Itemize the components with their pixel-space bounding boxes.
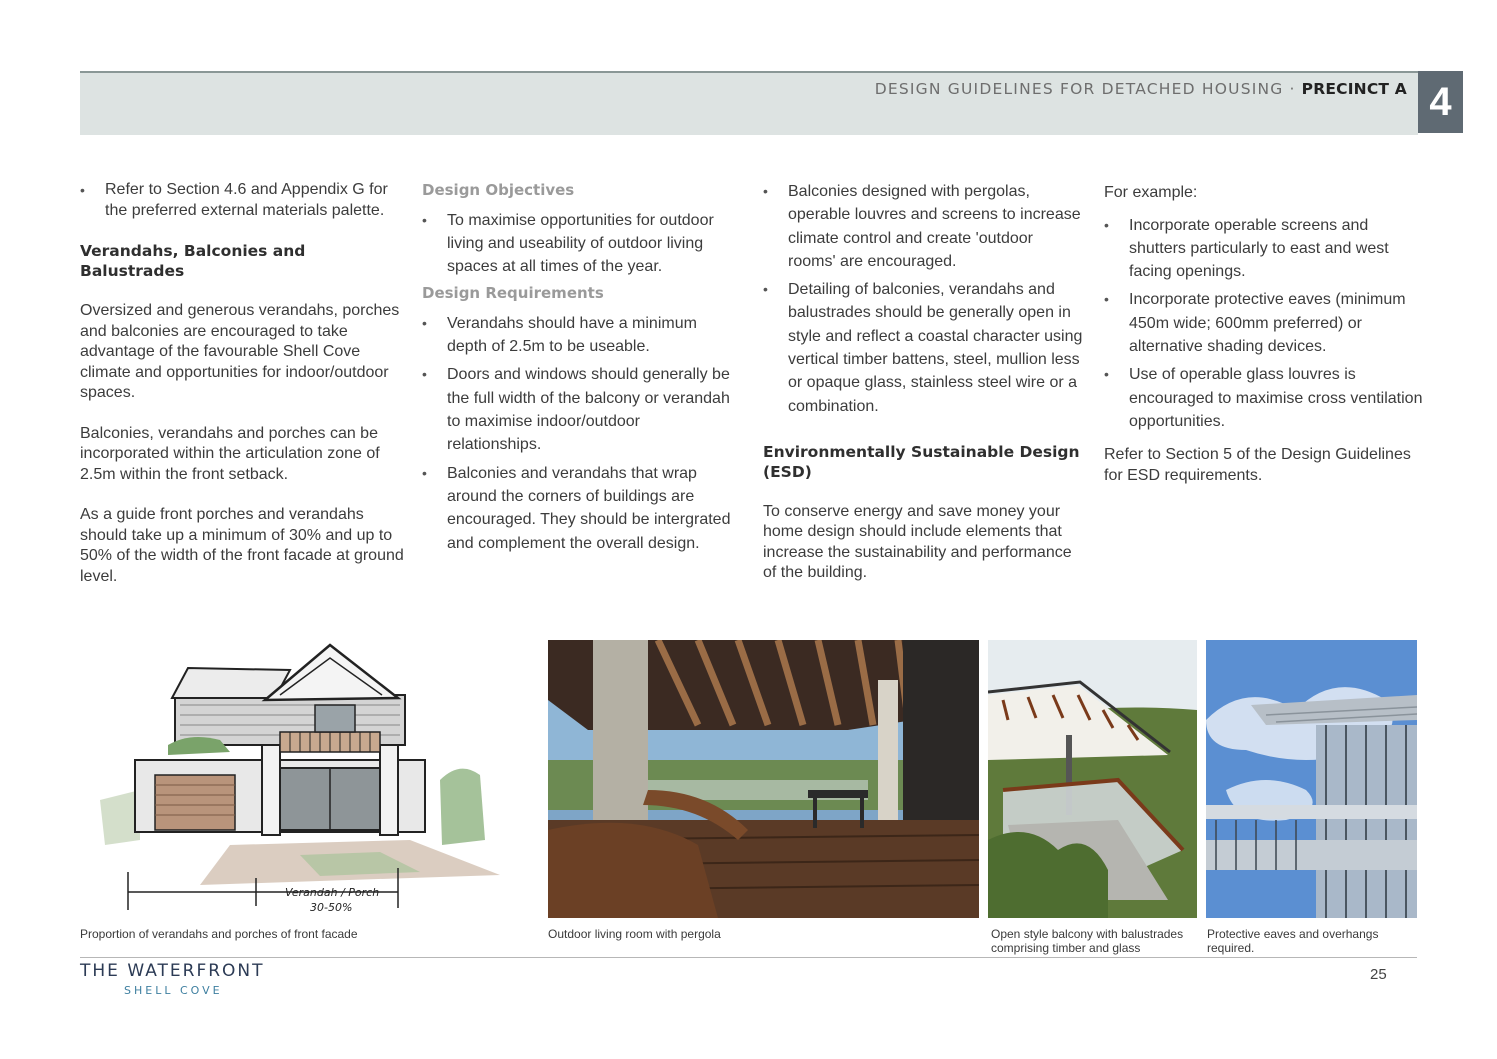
header-title xyxy=(875,80,1407,98)
caption-eaves: Protective eaves and overhangs required. xyxy=(1207,927,1379,955)
list-item: • Incorporate operable screens and shutters particularly to east and west facing openings. xyxy=(1104,214,1424,284)
list-item: • Balconies designed with pergolas, operable louvres and screens to increase climate control and create 'outdoor rooms' are encouraged. xyxy=(763,180,1083,273)
paragraph: Balconies, verandahs and porches can be incorporated within the articulation zone of 2.5m within the front setback. xyxy=(80,424,380,483)
paragraph: Refer to Section 5 of the Design Guidelines for ESD requirements. xyxy=(1104,446,1411,484)
house-sketch-image xyxy=(80,640,505,920)
caption-pergola: Outdoor living room with pergola xyxy=(548,927,721,941)
balcony-detail-list xyxy=(763,180,1083,418)
precinct-label: PRECINCT A xyxy=(1301,80,1407,98)
column-1 xyxy=(80,180,405,607)
list-item: • Use of operable glass louvres is encouraged to maximise cross ventilation opportunities. xyxy=(1104,363,1424,433)
section-heading-verandahs: Verandahs, Balconies and Balustrades xyxy=(80,242,306,280)
list-item: • Refer to Section 4.6 and Appendix G for the preferred external materials palette. xyxy=(80,180,405,221)
balcony-photo xyxy=(988,640,1197,918)
chapter-number: 4 xyxy=(1418,71,1463,133)
caption-balcony: Open style balcony with balustrades comprising timber and glass xyxy=(991,927,1184,955)
esd-examples-list xyxy=(1104,214,1424,434)
house-sketch-drawing xyxy=(80,640,505,920)
objectives-list xyxy=(422,209,737,279)
list-item: • Verandahs should have a minimum depth of 2.5m to be useable. xyxy=(422,312,737,359)
header-separator: · xyxy=(1289,80,1296,98)
esd-heading: Environmentally Sustainable Design (ESD) xyxy=(763,442,1080,481)
list-item: • To maximise opportunities for outdoor living and useability of outdoor living spaces at all times of the year. xyxy=(422,209,737,279)
page-number: 25 xyxy=(1370,966,1387,983)
paragraph: As a guide front porches and verandahs should take up a minimum of 30% and up to 50% of the width of the front facade at ground level. xyxy=(80,506,404,585)
list-item: • Balconies and verandahs that wrap around the corners of buildings are encouraged. They should be intergrated and complement the overall design. xyxy=(422,462,737,555)
materials-list xyxy=(80,180,405,221)
column-3 xyxy=(763,180,1083,604)
eaves-photo xyxy=(1206,640,1417,918)
design-requirements-heading: Design Requirements xyxy=(422,284,604,303)
pergola-photo xyxy=(548,640,979,918)
column-2 xyxy=(422,180,737,560)
list-item: • Detailing of balconies, verandahs and balustrades should be generally open in style and reflect a coastal character using vertical timber battens, steel, mullion less or opaque glass, stainless steel wire or a combination. xyxy=(763,278,1083,418)
sketch-label-verandah: Verandah / Porch xyxy=(285,886,380,899)
brand-logo-title: THE WATERFRONT xyxy=(80,961,265,981)
header-title-text: DESIGN GUIDELINES FOR DETACHED HOUSING xyxy=(874,80,1284,98)
list-item: • Doors and windows should generally be the full width of the balcony or verandah to maximise indoor/outdoor relationships. xyxy=(422,363,737,456)
brand-logo-subtitle: SHELL COVE xyxy=(124,984,223,997)
paragraph: Oversized and generous verandahs, porches and balconies are encouraged to take advantage of the favourable Shell Cove climate and opportunities for indoor/outdoor spaces. xyxy=(80,302,400,401)
list-item: • Incorporate protective eaves (minimum 450m wide; 600mm preferred) or alternative shading devices. xyxy=(1104,288,1424,358)
eaves-photo-drawing xyxy=(1206,640,1417,918)
intro-text: For example: xyxy=(1104,184,1198,201)
footer-rule xyxy=(80,957,1417,958)
paragraph: To conserve energy and save money your home design should include elements that increase the sustainability and performance of the building. xyxy=(763,502,1072,582)
requirements-list xyxy=(422,312,737,555)
design-objectives-heading: Design Objectives xyxy=(422,181,575,199)
pergola-photo-drawing xyxy=(548,640,979,918)
caption-sketch: Proportion of verandahs and porches of front facade xyxy=(80,927,358,941)
sketch-label-percent: 30-50% xyxy=(310,901,353,914)
column-4 xyxy=(1104,180,1424,506)
balcony-photo-drawing xyxy=(988,640,1197,918)
